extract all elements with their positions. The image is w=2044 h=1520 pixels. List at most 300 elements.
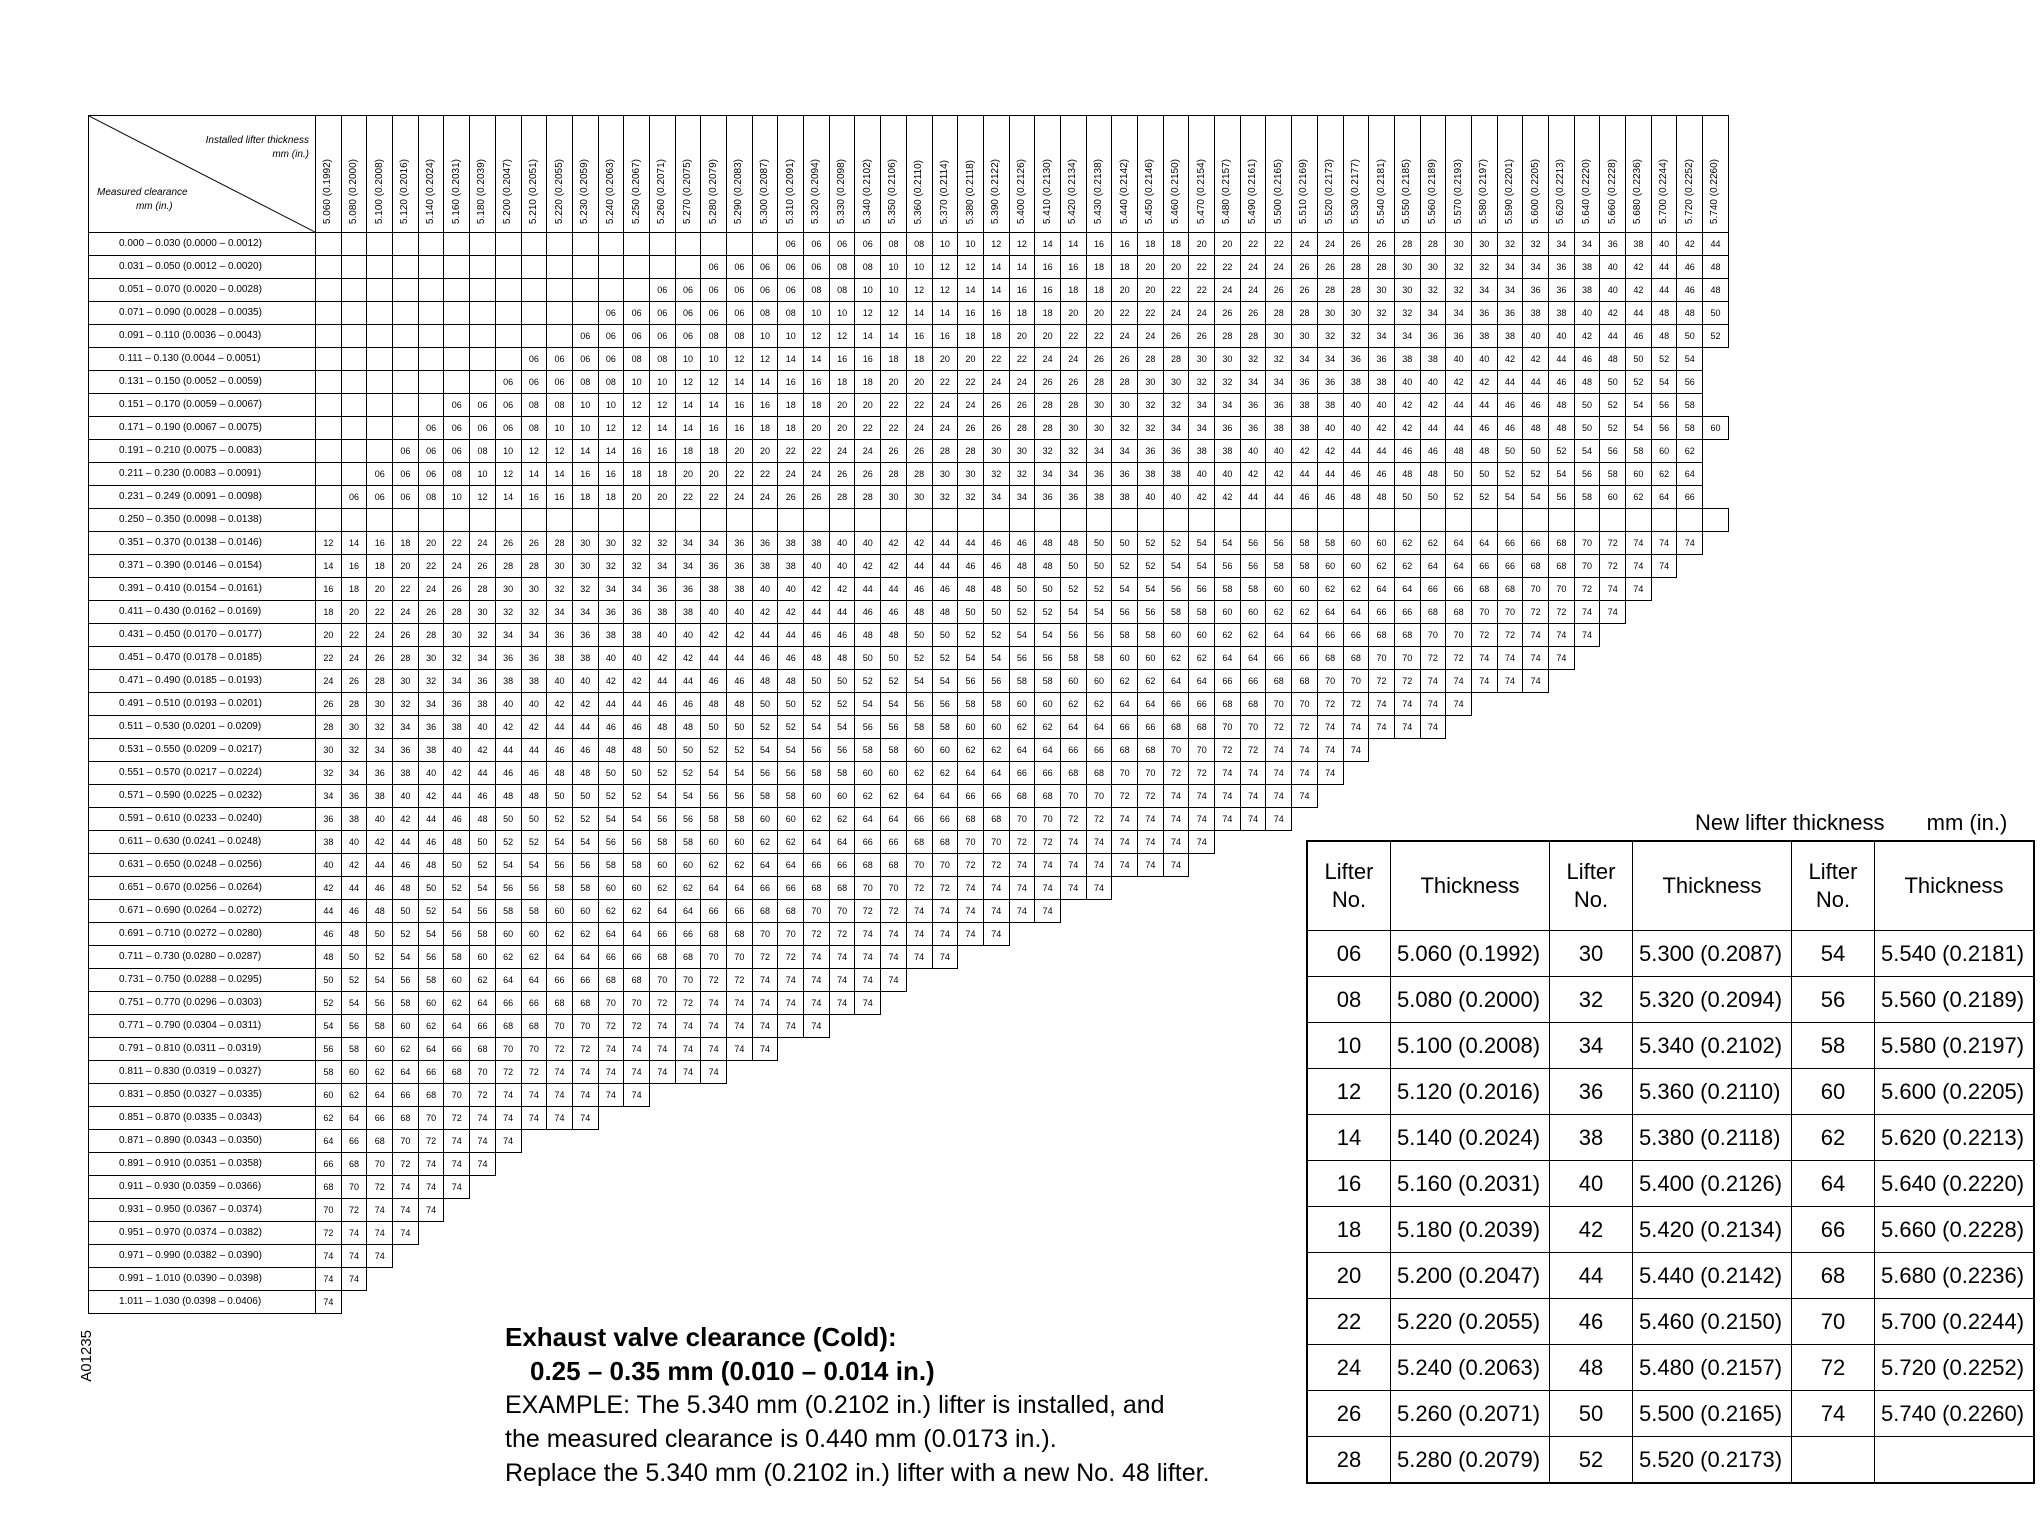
lifter-cell: 40 — [495, 693, 521, 716]
clearance-label: 0.000 – 0.030 (0.0000 – 0.0012) — [89, 233, 316, 256]
lifter-cell: 70 — [1343, 670, 1369, 693]
empty-cell — [1189, 1245, 1215, 1268]
empty-cell — [1112, 1061, 1138, 1084]
empty-cell — [881, 1222, 907, 1245]
lifter-cell: 46 — [1497, 417, 1523, 440]
lifter-cell: 70 — [804, 900, 830, 923]
empty-cell — [1035, 1061, 1061, 1084]
clearance-label: 0.131 – 0.150 (0.0052 – 0.0059) — [89, 371, 316, 394]
blank-cell — [547, 256, 573, 279]
column-header — [1266, 116, 1292, 233]
lifter-cell: 66 — [367, 1107, 393, 1130]
lifter-cell: 74 — [1266, 808, 1292, 831]
column-header-label: 5.530 (0.2177) — [1349, 158, 1361, 224]
empty-cell — [1009, 1130, 1035, 1153]
empty-cell — [1600, 693, 1626, 716]
lifter-cell: 46 — [316, 923, 342, 946]
lifter-cell: 26 — [1086, 348, 1112, 371]
blank-cell — [393, 302, 419, 325]
lifter-cell: 24 — [444, 555, 470, 578]
lifter-cell: 68 — [521, 1015, 547, 1038]
lifter-cell: 06 — [572, 348, 598, 371]
lifter-cell: 74 — [1163, 808, 1189, 831]
blank-cell — [393, 371, 419, 394]
lifter-cell: 18 — [1086, 279, 1112, 302]
column-header — [1189, 116, 1215, 233]
empty-cell — [906, 1107, 932, 1130]
empty-cell — [778, 1222, 804, 1245]
lifter-cell: 36 — [1343, 348, 1369, 371]
lifter-cell: 56 — [804, 739, 830, 762]
empty-cell — [906, 1176, 932, 1199]
lifter-cell: 62 — [1420, 532, 1446, 555]
lifter-number: 72 — [1792, 1345, 1875, 1391]
lifter-cell: 34 — [316, 785, 342, 808]
blank-cell — [1343, 509, 1369, 532]
empty-cell — [1215, 1084, 1241, 1107]
lifter-number: 62 — [1792, 1115, 1875, 1161]
lifter-cell: 12 — [624, 394, 650, 417]
new-lifter-table — [1306, 840, 2035, 1484]
empty-cell — [906, 1084, 932, 1107]
lifter-cell: 74 — [752, 1015, 778, 1038]
lifter-number: 42 — [1550, 1207, 1633, 1253]
lifter-cell: 66 — [1394, 601, 1420, 624]
lifter-cell: 20 — [393, 555, 419, 578]
lifter-cell: 62 — [495, 946, 521, 969]
lifter-cell: 44 — [1703, 233, 1729, 256]
lifter-cell: 64 — [1651, 486, 1677, 509]
lifter-cell: 50 — [444, 854, 470, 877]
empty-cell — [1138, 946, 1164, 969]
lifter-cell: 06 — [495, 417, 521, 440]
lifter-cell: 70 — [572, 1015, 598, 1038]
lifter-cell: 28 — [1009, 417, 1035, 440]
lifter-cell: 34 — [1317, 348, 1343, 371]
lifter-cell: 70 — [1112, 762, 1138, 785]
lifter-cell: 74 — [804, 969, 830, 992]
empty-cell — [958, 1245, 984, 1268]
lifter-cell: 06 — [727, 279, 753, 302]
lifter-cell: 34 — [675, 532, 701, 555]
lifter-cell: 14 — [521, 463, 547, 486]
lifter-cell: 64 — [1471, 532, 1497, 555]
table-row — [89, 532, 1729, 555]
lifter-cell: 32 — [495, 601, 521, 624]
lifter-cell: 12 — [521, 440, 547, 463]
lifter-cell: 16 — [598, 463, 624, 486]
lifter-cell: 42 — [444, 762, 470, 785]
lifter-cell: 74 — [1343, 716, 1369, 739]
clearance-label: 0.971 – 0.990 (0.0382 – 0.0390) — [89, 1245, 316, 1268]
lifter-cell: 58 — [1626, 440, 1652, 463]
lifter-cell: 36 — [521, 647, 547, 670]
empty-cell — [1626, 601, 1652, 624]
lifter-cell: 28 — [495, 555, 521, 578]
lifter-cell: 32 — [624, 532, 650, 555]
lifter-cell: 58 — [855, 739, 881, 762]
empty-cell — [804, 1291, 830, 1314]
lifter-cell: 50 — [341, 946, 367, 969]
lifter-cell: 74 — [547, 1084, 573, 1107]
lifter-cell: 42 — [1215, 486, 1241, 509]
empty-cell — [958, 969, 984, 992]
lifter-cell: 72 — [1446, 647, 1472, 670]
empty-cell — [1035, 1107, 1061, 1130]
table-row — [89, 739, 1729, 762]
lifter-cell: 52 — [804, 693, 830, 716]
lifter-cell: 74 — [701, 1015, 727, 1038]
blank-cell — [444, 325, 470, 348]
lifter-cell: 36 — [1060, 486, 1086, 509]
blank-cell — [316, 348, 342, 371]
lifter-cell: 06 — [804, 233, 830, 256]
lifter-cell: 08 — [752, 302, 778, 325]
lifter-cell: 06 — [675, 302, 701, 325]
lifter-cell: 70 — [341, 1176, 367, 1199]
lifter-cell: 50 — [752, 693, 778, 716]
lifter-cell: 44 — [1266, 486, 1292, 509]
empty-cell — [1009, 1038, 1035, 1061]
lifter-cell: 52 — [1138, 555, 1164, 578]
note-example-line1: EXAMPLE: The 5.340 mm (0.2102 in.) lifter is installed, and — [505, 1391, 1165, 1419]
empty-cell — [1215, 969, 1241, 992]
clearance-label: 0.991 – 1.010 (0.0390 – 0.0398) — [89, 1268, 316, 1291]
lifter-cell: 74 — [1574, 624, 1600, 647]
empty-cell — [1215, 877, 1241, 900]
empty-cell — [1189, 1291, 1215, 1314]
lifter-cell: 26 — [1009, 394, 1035, 417]
empty-cell — [1086, 1107, 1112, 1130]
empty-cell — [881, 992, 907, 1015]
lifter-cell: 54 — [1574, 440, 1600, 463]
empty-cell — [1677, 762, 1703, 785]
lifter-cell: 66 — [1677, 486, 1703, 509]
column-header-label: 5.640 (0.2220) — [1581, 158, 1593, 224]
empty-cell — [906, 1061, 932, 1084]
empty-cell — [1138, 992, 1164, 1015]
lifter-cell: 46 — [624, 716, 650, 739]
blank-cell — [367, 233, 393, 256]
empty-cell — [1703, 762, 1729, 785]
lifter-cell: 14 — [778, 348, 804, 371]
lifter-cell: 34 — [547, 601, 573, 624]
lifter-cell: 74 — [906, 946, 932, 969]
lifter-cell: 58 — [1112, 624, 1138, 647]
lifter-cell: 52 — [1446, 486, 1472, 509]
lifter-cell: 32 — [572, 578, 598, 601]
lifter-cell: 06 — [598, 325, 624, 348]
empty-cell — [1343, 785, 1369, 808]
empty-cell — [701, 1245, 727, 1268]
lifter-cell: 54 — [341, 992, 367, 1015]
lifter-cell: 40 — [1215, 463, 1241, 486]
lifter-cell: 28 — [1035, 417, 1061, 440]
lifter-number: 48 — [1550, 1345, 1633, 1391]
empty-cell — [804, 1245, 830, 1268]
legend-row — [1307, 1115, 2034, 1161]
lifter-number: 54 — [1792, 931, 1875, 977]
empty-cell — [1060, 900, 1086, 923]
lifter-cell: 24 — [778, 463, 804, 486]
table-row — [89, 440, 1729, 463]
lifter-cell: 62 — [367, 1061, 393, 1084]
lifter-cell: 52 — [829, 693, 855, 716]
lifter-cell: 44 — [572, 716, 598, 739]
lifter-cell: 26 — [1215, 302, 1241, 325]
lifter-cell: 16 — [1035, 256, 1061, 279]
lifter-cell: 48 — [855, 624, 881, 647]
lifter-cell: 50 — [1574, 417, 1600, 440]
empty-cell — [1523, 716, 1549, 739]
lifter-cell: 32 — [983, 463, 1009, 486]
lifter-cell: 68 — [1189, 716, 1215, 739]
lifter-cell: 34 — [1060, 463, 1086, 486]
empty-cell — [1215, 854, 1241, 877]
lifter-cell: 72 — [701, 969, 727, 992]
lifter-cell: 50 — [393, 900, 419, 923]
lifter-cell: 74 — [1317, 762, 1343, 785]
blank-cell — [444, 371, 470, 394]
legend-body — [1307, 931, 2034, 1484]
lifter-cell: 66 — [983, 785, 1009, 808]
note-example-line3: Replace the 5.340 mm (0.2102 in.) lifter with a new No. 48 lifter. — [505, 1459, 1210, 1487]
lifter-cell: 74 — [572, 1107, 598, 1130]
empty-cell — [1215, 1268, 1241, 1291]
empty-cell — [958, 1107, 984, 1130]
blank-cell — [341, 279, 367, 302]
column-header-label: 5.200 (0.2047) — [502, 158, 514, 224]
lifter-cell: 52 — [470, 854, 496, 877]
empty-cell — [1163, 1222, 1189, 1245]
empty-cell — [1240, 900, 1266, 923]
lifter-cell: 08 — [470, 440, 496, 463]
lifter-cell: 44 — [444, 785, 470, 808]
lifter-cell: 70 — [1446, 624, 1472, 647]
blank-cell — [470, 302, 496, 325]
empty-cell — [1677, 555, 1703, 578]
lifter-thickness: 5.380 (0.2118) — [1633, 1115, 1792, 1161]
clearance-label: 0.051 – 0.070 (0.0020 – 0.0028) — [89, 279, 316, 302]
lifter-cell: 28 — [881, 463, 907, 486]
column-header — [521, 116, 547, 233]
empty-cell — [649, 1130, 675, 1153]
lifter-cell: 16 — [1035, 279, 1061, 302]
empty-cell — [1703, 739, 1729, 762]
lifter-cell: 68 — [881, 854, 907, 877]
lifter-cell: 74 — [1163, 831, 1189, 854]
lifter-cell: 74 — [1009, 854, 1035, 877]
blank-cell — [572, 509, 598, 532]
lifter-cell: 52 — [1138, 532, 1164, 555]
lifter-cell: 52 — [1086, 578, 1112, 601]
column-header — [855, 116, 881, 233]
table-row — [89, 279, 1729, 302]
lifter-cell: 74 — [316, 1268, 342, 1291]
lifter-cell: 52 — [1703, 325, 1729, 348]
lifter-cell: 34 — [624, 578, 650, 601]
lifter-cell: 24 — [1189, 302, 1215, 325]
empty-cell — [1163, 1015, 1189, 1038]
lifter-cell: 44 — [701, 647, 727, 670]
empty-cell — [572, 1199, 598, 1222]
lifter-cell: 12 — [470, 486, 496, 509]
empty-cell — [1189, 923, 1215, 946]
lifter-cell: 24 — [1240, 256, 1266, 279]
lifter-cell: 48 — [1471, 440, 1497, 463]
lifter-cell: 30 — [1138, 371, 1164, 394]
blank-cell — [393, 394, 419, 417]
column-header — [1240, 116, 1266, 233]
lifter-cell: 64 — [1138, 693, 1164, 716]
lifter-cell: 74 — [598, 1061, 624, 1084]
lifter-cell: 14 — [855, 325, 881, 348]
lifter-cell: 30 — [470, 601, 496, 624]
lifter-cell: 42 — [752, 601, 778, 624]
column-header — [367, 116, 393, 233]
lifter-cell: 40 — [778, 578, 804, 601]
lifter-cell: 06 — [752, 256, 778, 279]
empty-cell — [1369, 739, 1395, 762]
lifter-cell: 34 — [1446, 302, 1472, 325]
lifter-number: 20 — [1307, 1253, 1391, 1299]
lifter-cell: 18 — [881, 348, 907, 371]
lifter-cell: 56 — [1651, 394, 1677, 417]
lifter-cell: 22 — [881, 417, 907, 440]
empty-cell — [1703, 578, 1729, 601]
lifter-cell: 64 — [521, 969, 547, 992]
lifter-cell: 64 — [752, 854, 778, 877]
lifter-cell: 74 — [675, 1038, 701, 1061]
lifter-cell: 44 — [1549, 348, 1575, 371]
empty-cell — [855, 1176, 881, 1199]
lifter-cell: 56 — [1240, 555, 1266, 578]
lifter-cell: 36 — [444, 693, 470, 716]
lifter-cell: 48 — [932, 601, 958, 624]
lifter-cell: 46 — [983, 532, 1009, 555]
lifter-cell: 68 — [1317, 647, 1343, 670]
clearance-label: 0.091 – 0.110 (0.0036 – 0.0043) — [89, 325, 316, 348]
lifter-cell: 22 — [367, 601, 393, 624]
blank-cell — [1317, 509, 1343, 532]
lifter-cell: 16 — [1060, 256, 1086, 279]
lifter-cell: 60 — [547, 900, 573, 923]
column-header-label: 5.420 (0.2134) — [1067, 158, 1079, 224]
lifter-cell: 52 — [1471, 486, 1497, 509]
lifter-cell: 40 — [1574, 302, 1600, 325]
lifter-cell: 74 — [1086, 854, 1112, 877]
lifter-cell: 26 — [418, 601, 444, 624]
empty-cell — [649, 1199, 675, 1222]
lifter-cell: 14 — [752, 371, 778, 394]
column-header — [1215, 116, 1241, 233]
empty-cell — [1266, 1153, 1292, 1176]
lifter-cell: 42 — [598, 670, 624, 693]
empty-cell — [958, 1015, 984, 1038]
clearance-label: 0.691 – 0.710 (0.0272 – 0.0280) — [89, 923, 316, 946]
column-header-label: 5.660 (0.2228) — [1606, 158, 1618, 224]
legend-title-text: New lifter thickness — [1695, 810, 1885, 835]
empty-cell — [1574, 808, 1600, 831]
lifter-cell: 44 — [1420, 417, 1446, 440]
lifter-cell: 40 — [752, 578, 778, 601]
table-row — [89, 463, 1729, 486]
lifter-cell: 22 — [393, 578, 419, 601]
empty-cell — [932, 1107, 958, 1130]
empty-cell — [727, 1245, 753, 1268]
lifter-cell: 74 — [1060, 831, 1086, 854]
lifter-cell: 68 — [649, 946, 675, 969]
empty-cell — [1703, 463, 1729, 486]
clearance-label: 0.351 – 0.370 (0.0138 – 0.0146) — [89, 532, 316, 555]
empty-cell — [1651, 670, 1677, 693]
lifter-cell: 74 — [1035, 900, 1061, 923]
lifter-cell: 22 — [1138, 302, 1164, 325]
lifter-thickness: 5.440 (0.2142) — [1633, 1253, 1792, 1299]
blank-cell — [393, 325, 419, 348]
empty-cell — [958, 1153, 984, 1176]
empty-cell — [624, 1199, 650, 1222]
lifter-cell: 74 — [470, 1130, 496, 1153]
empty-cell — [1446, 762, 1472, 785]
lifter-cell: 28 — [1266, 302, 1292, 325]
lifter-cell: 64 — [906, 785, 932, 808]
lifter-cell: 56 — [649, 808, 675, 831]
empty-cell — [1060, 992, 1086, 1015]
lifter-cell: 06 — [418, 440, 444, 463]
empty-cell — [958, 1291, 984, 1314]
empty-cell — [906, 1245, 932, 1268]
lifter-cell: 74 — [418, 1176, 444, 1199]
lifter-cell: 40 — [829, 555, 855, 578]
empty-cell — [932, 1153, 958, 1176]
blank-cell — [547, 279, 573, 302]
lifter-cell: 34 — [1189, 417, 1215, 440]
empty-cell — [1574, 762, 1600, 785]
lifter-cell: 32 — [1446, 279, 1472, 302]
lifter-cell: 12 — [958, 256, 984, 279]
lifter-cell: 40 — [1394, 371, 1420, 394]
lifter-number: 14 — [1307, 1115, 1391, 1161]
lifter-cell: 72 — [906, 877, 932, 900]
lifter-cell: 38 — [495, 670, 521, 693]
lifter-cell: 60 — [983, 716, 1009, 739]
empty-cell — [958, 1176, 984, 1199]
empty-cell — [1138, 900, 1164, 923]
clearance-label: 0.951 – 0.970 (0.0374 – 0.0382) — [89, 1222, 316, 1245]
empty-cell — [1703, 486, 1729, 509]
empty-cell — [1035, 1130, 1061, 1153]
lifter-cell: 22 — [752, 463, 778, 486]
lifter-thickness: 5.340 (0.2102) — [1633, 1023, 1792, 1069]
lifter-cell: 30 — [1189, 348, 1215, 371]
empty-cell — [881, 1268, 907, 1291]
lifter-cell: 20 — [1009, 325, 1035, 348]
lifter-cell: 66 — [1215, 670, 1241, 693]
lifter-number: 24 — [1307, 1345, 1391, 1391]
lifter-cell: 30 — [316, 739, 342, 762]
lifter-cell: 50 — [1446, 463, 1472, 486]
lifter-cell: 74 — [1240, 762, 1266, 785]
lifter-cell: 48 — [495, 785, 521, 808]
lifter-cell: 66 — [1497, 555, 1523, 578]
lifter-cell: 46 — [649, 693, 675, 716]
lifter-cell: 62 — [521, 946, 547, 969]
lifter-cell: 64 — [1189, 670, 1215, 693]
blank-cell — [547, 233, 573, 256]
lifter-number: 66 — [1792, 1207, 1875, 1253]
empty-cell — [1471, 693, 1497, 716]
